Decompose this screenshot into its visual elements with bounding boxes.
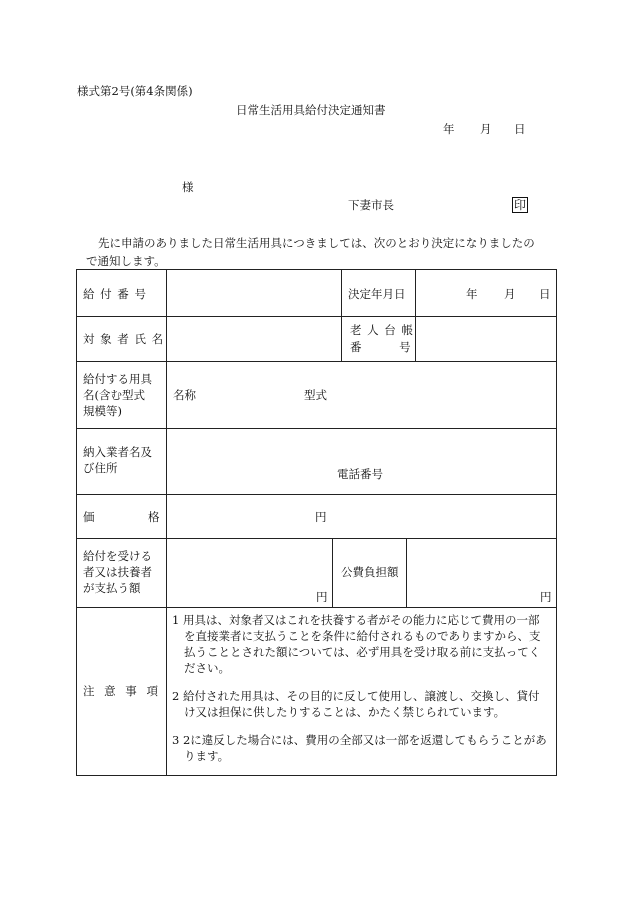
recipient-name-label: 対 象 者 氏 名 <box>83 332 165 346</box>
payer-yen: 円 <box>316 590 328 604</box>
price-yen: 円 <box>315 510 327 524</box>
date-month: 月 <box>480 122 492 136</box>
payer-label-1: 給付を受ける <box>83 549 152 563</box>
payer-label-2: 者又は扶養者 <box>83 565 152 579</box>
notes-label: 注 意 事 項 <box>83 684 158 698</box>
date-year: 年 <box>443 122 455 136</box>
note-item-2: 2 給付された用具は、その目的に反して使用し、譲渡し、交換し、貸付け又は担保に供したりすることは、かたく禁じられています。 <box>172 689 540 719</box>
notes-list <box>172 612 550 764</box>
vendor-label-1: 納入業者名及 <box>83 445 152 459</box>
intro-line-1: 先に申請のありました日常生活用具につきましては、次のとおり決定になりましたの <box>98 236 535 250</box>
note-item-1: 1 用具は、対象者又はこれを扶養する者がその能力に応じて費用の一部を直接業者に支払うことを条件に給付されるものでありますから、支払うこととされた額については、必ず用具を受け取る前に支払ってください。 <box>172 613 541 675</box>
decision-date-day: 日 <box>539 287 551 301</box>
issuer-name: 下妻市長 <box>348 198 394 212</box>
document-title: 日常生活用具給付決定通知書 <box>236 103 386 117</box>
equipment-model-label: 型式 <box>304 388 327 402</box>
elderly-ledger-label-2: 番 号 <box>350 340 411 354</box>
vendor-label-2: び住所 <box>83 461 118 475</box>
price-label-a: 価 <box>83 510 95 524</box>
price-label-b: 格 <box>148 510 160 524</box>
equipment-label-2: 名(含む型式 <box>83 388 145 402</box>
addressee-suffix: 様 <box>182 180 194 194</box>
payer-label-3: が支払う額 <box>83 581 141 595</box>
equipment-label-3: 規模等) <box>83 404 122 418</box>
decision-date-label: 決定年月日 <box>348 287 406 301</box>
public-burden-yen: 円 <box>540 590 552 604</box>
phone-label: 電話番号 <box>337 467 383 481</box>
elderly-ledger-label-1: 老 人 台 帳 <box>350 323 414 337</box>
equipment-name-label: 名称 <box>173 388 196 402</box>
public-burden-label: 公費負担額 <box>341 565 399 579</box>
note-item-3: 3 2に違反した場合には、費用の全部又は一部を返還してもらうことがあります。 <box>172 733 547 763</box>
decision-date-month: 月 <box>504 287 516 301</box>
date-day: 日 <box>514 122 526 136</box>
decision-date-year: 年 <box>466 287 478 301</box>
seal-mark: 印 <box>514 198 527 212</box>
payment-number-label: 給 付 番 号 <box>83 287 147 301</box>
equipment-label-1: 給付する用具 <box>83 372 152 386</box>
intro-line-2: で通知します。 <box>86 254 166 268</box>
form-number: 様式第2号(第4条関係) <box>77 84 193 98</box>
